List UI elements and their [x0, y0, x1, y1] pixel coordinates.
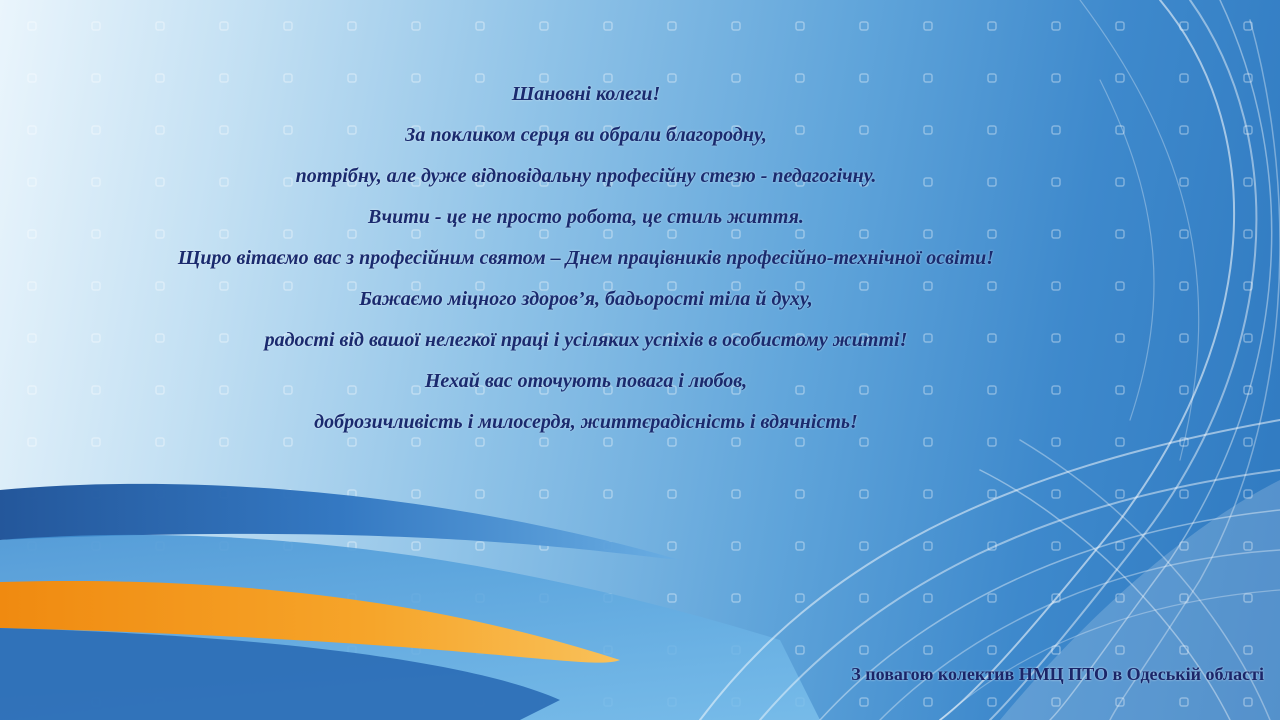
- greeting-line-2: За покликом серця ви обрали благородну,: [405, 124, 767, 146]
- greeting-text: [0, 74, 1172, 443]
- greeting-line-8: Нехай вас оточують повага і любов,: [424, 370, 748, 392]
- greeting-line-6: Бажаємо міцного здоров’я, бадьорості тіла й духу,: [359, 288, 813, 310]
- greeting-line-3: потрібну, але дуже відповідальну професійну стезю - педагогічну.: [295, 165, 877, 187]
- signature-text: З повагою колектив НМЦ ПТО в Одеській області: [851, 664, 1264, 684]
- greeting-line-5: Щиро вітаємо вас з професійним святом – Днем працівників професійно-технічної освіти!: [177, 247, 995, 269]
- greeting-line-7: радості від вашої нелегкої праці і усіляких успіхів в особистому житті!: [264, 329, 908, 351]
- greeting-line-9: доброзичливість і милосердя, життєрадісність і вдячність!: [314, 411, 858, 433]
- greeting-line-salutation: Шановні колеги!: [511, 83, 661, 105]
- greeting-line-4: Вчити - це не просто робота, це стиль життя.: [368, 206, 804, 228]
